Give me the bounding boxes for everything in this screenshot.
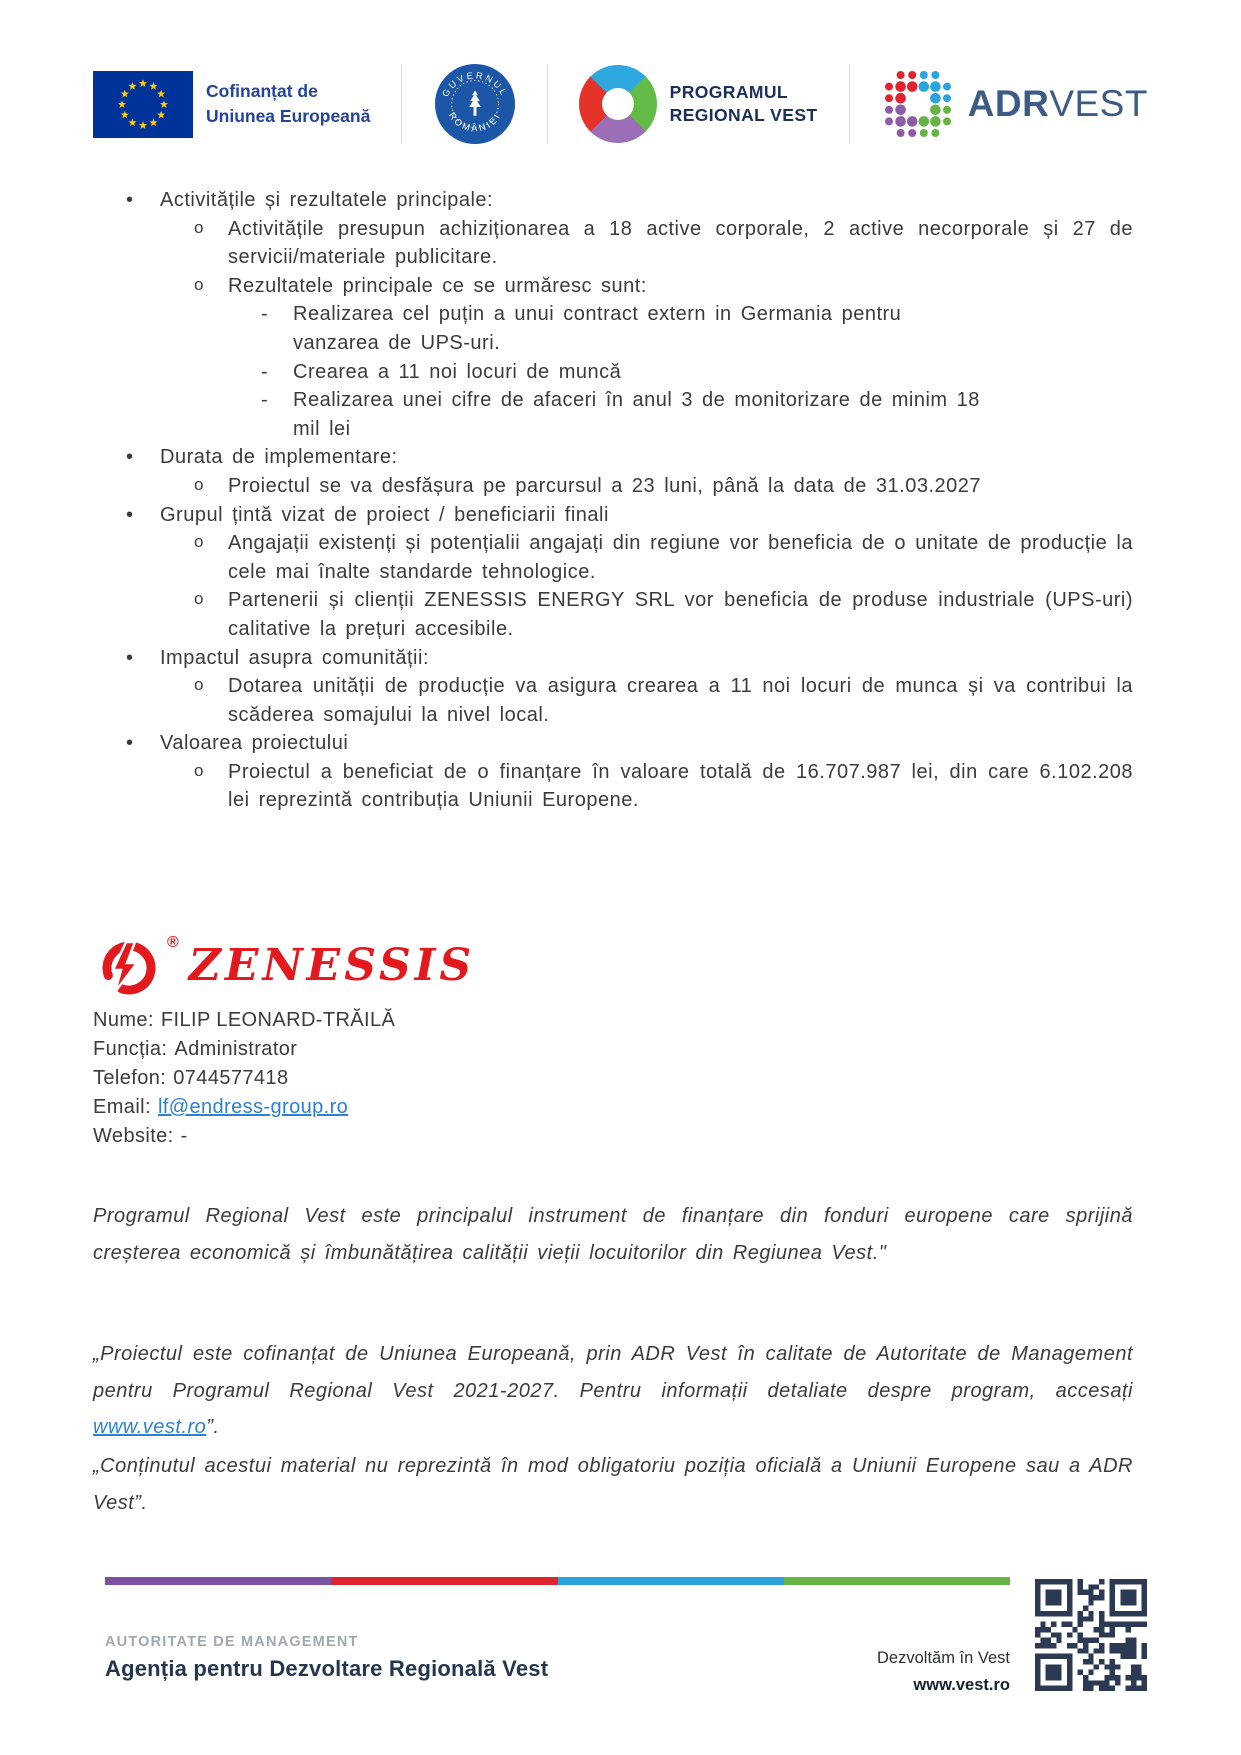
sub-bullet: o Dotarea unității de producție va asigura crearea a 11 noi locuri de munca și va contribui la scăderea somajului la nivel local. xyxy=(93,672,1133,729)
contact-email-row: Email: lf@endress-group.ro xyxy=(93,1096,349,1118)
bullet-marker: • xyxy=(126,503,134,526)
bar-segment-blue xyxy=(558,1577,784,1585)
dash-item: - Realizarea unei cifre de afaceri în anul 3 de monitorizare de minim 18 mil lei xyxy=(93,386,1133,443)
adr-vest-block xyxy=(881,67,1148,141)
bar-segment-red xyxy=(331,1577,557,1585)
sub-bullet-marker: o xyxy=(194,675,204,695)
footer-tagline: Dezvoltăm în Vest xyxy=(877,1649,1010,1667)
bar-segment-purple xyxy=(105,1577,331,1585)
sub-bullet: o Partenerii și clienții ZENESSIS ENERGY SRL vor beneficia de produse industriale (UPS-uri) calitative la prețuri accesibile. xyxy=(93,586,1133,643)
dash-marker: - xyxy=(261,360,269,383)
header-divider xyxy=(547,64,548,144)
footer-website: www.vest.ro xyxy=(913,1676,1010,1694)
bullet-project-value: • Valoarea proiectului xyxy=(93,729,1133,758)
agency-name: Agenția pentru Dezvoltare Regională Vest xyxy=(105,1656,549,1681)
contact-role-row: Funcția: Administrator xyxy=(93,1038,298,1060)
contact-phone-row: Telefon: 0744577418 xyxy=(93,1067,289,1089)
bullet-activities: • Activitățile și rezultatele principale: xyxy=(93,186,1133,215)
header-logo-strip xyxy=(93,56,1148,152)
eu-cofunding-label: Cofinanțat de Uniunea Europeană xyxy=(206,80,371,126)
sub-bullet-marker: o xyxy=(194,474,204,494)
sub-bullet: o Proiectul se va desfășura pe parcursul a 23 luni, până la data de 31.03.2027 xyxy=(93,472,1133,501)
footer-tagline-block xyxy=(877,1645,1010,1699)
project-summary-list xyxy=(93,186,1133,815)
header-divider xyxy=(401,64,402,144)
vest-ro-link[interactable]: www.vest.ro xyxy=(93,1416,207,1438)
bar-segment-green xyxy=(784,1577,1010,1585)
sub-bullet: o Activitățile presupun achiziționarea a 18 active corporale, 2 active necorporale și 27 de servicii/materiale publicitare. xyxy=(93,215,1133,272)
program-description-paragraph: Programul Regional Vest este principalul instrument de finanțare din fonduri europene care sprijină creșterea economică și îmbunătățirea calității vieții locuitorilor din Regiunea Vest." xyxy=(93,1205,1133,1264)
footer-color-bar xyxy=(105,1577,1010,1585)
bullet-marker: • xyxy=(126,189,134,211)
romanian-government-seal-icon xyxy=(434,63,516,145)
eu-cofunding-block xyxy=(93,71,370,138)
bullet-community-impact: • Impactul asupra comunității: xyxy=(93,644,1133,673)
bullet-marker: • xyxy=(126,646,134,669)
bullet-marker: • xyxy=(126,732,134,755)
contact-block xyxy=(93,1006,395,1151)
bullet-duration: • Durata de implementare: xyxy=(93,443,1133,472)
programul-regional-vest-icon xyxy=(579,65,657,143)
gov-romania-block xyxy=(434,63,516,145)
programul-regional-vest-label: PROGRAMUL REGIONAL VEST xyxy=(669,82,818,125)
sub-bullet-marker: o xyxy=(194,532,204,552)
adr-vest-label: ADRVEST xyxy=(967,83,1148,124)
qr-code xyxy=(1035,1578,1147,1692)
disclaimer-paragraph: „Conținutul acestui material nu reprezintă în mod obligatoriu poziția oficială a Uniunii Europene sau a ADR Vest”. xyxy=(93,1455,1133,1514)
sub-bullet-marker: o xyxy=(194,274,204,294)
programul-regional-vest-block xyxy=(579,65,818,143)
zenessis-brand-text: ZENESSIS xyxy=(188,940,476,991)
header-divider xyxy=(849,64,850,144)
dash-item: - Crearea a 11 noi locuri de muncă xyxy=(93,358,1133,387)
zenessis-logo xyxy=(93,936,475,1002)
bullet-target-group: • Grupul țintă vizat de proiect / beneficiarii finali xyxy=(93,501,1133,530)
svg-text:GUVERNUL: GUVERNUL xyxy=(439,70,510,99)
sub-bullet: o Rezultatele principale ce se urmăresc sunt: xyxy=(93,272,1133,301)
sub-bullet-marker: o xyxy=(194,760,204,780)
bullet-marker: • xyxy=(126,446,134,469)
dash-marker: - xyxy=(261,303,269,326)
dash-marker: - xyxy=(261,389,269,412)
svg-text:ROMÂNIEI: ROMÂNIEI xyxy=(446,110,503,134)
email-link[interactable]: lf@endress-group.ro xyxy=(157,1096,349,1118)
registered-trademark-icon: ® xyxy=(167,934,179,951)
authority-label: AUTORITATE DE MANAGEMENT xyxy=(105,1634,359,1650)
eu-flag-icon xyxy=(93,71,193,138)
sub-bullet-marker: o xyxy=(194,589,204,609)
adr-vest-dots-icon xyxy=(881,67,955,141)
contact-name-row: Nume: FILIP LEONARD-TRĂILĂ xyxy=(93,1009,396,1031)
sub-bullet: o Proiectul a beneficiat de o finanțare în valoare totală de 16.707.987 lei, din care 6.102.208 lei reprezintă contribuția Uniunii Europene. xyxy=(93,758,1133,815)
contact-website-row: Website: - xyxy=(93,1125,188,1147)
cofunding-paragraph: „Proiectul este cofinanțat de Uniunea Europeană, prin ADR Vest în calitate de Autoritate de Management pentru Programul Regional Vest 2021-2027. Pentru informații detaliate despre program, accesați www.vest.ro”. xyxy=(93,1343,1133,1438)
zenessis-bolt-icon xyxy=(93,936,165,1002)
sub-bullet-marker: o xyxy=(194,217,204,237)
dash-item: - Realizarea cel puțin a unui contract extern in Germania pentru vanzarea de UPS-uri. xyxy=(93,300,1133,357)
sub-bullet: o Angajații existenți și potențialii angajați din regiune vor beneficia de o unitate de producție la cele mai înalte standarde tehnologice. xyxy=(93,529,1133,586)
